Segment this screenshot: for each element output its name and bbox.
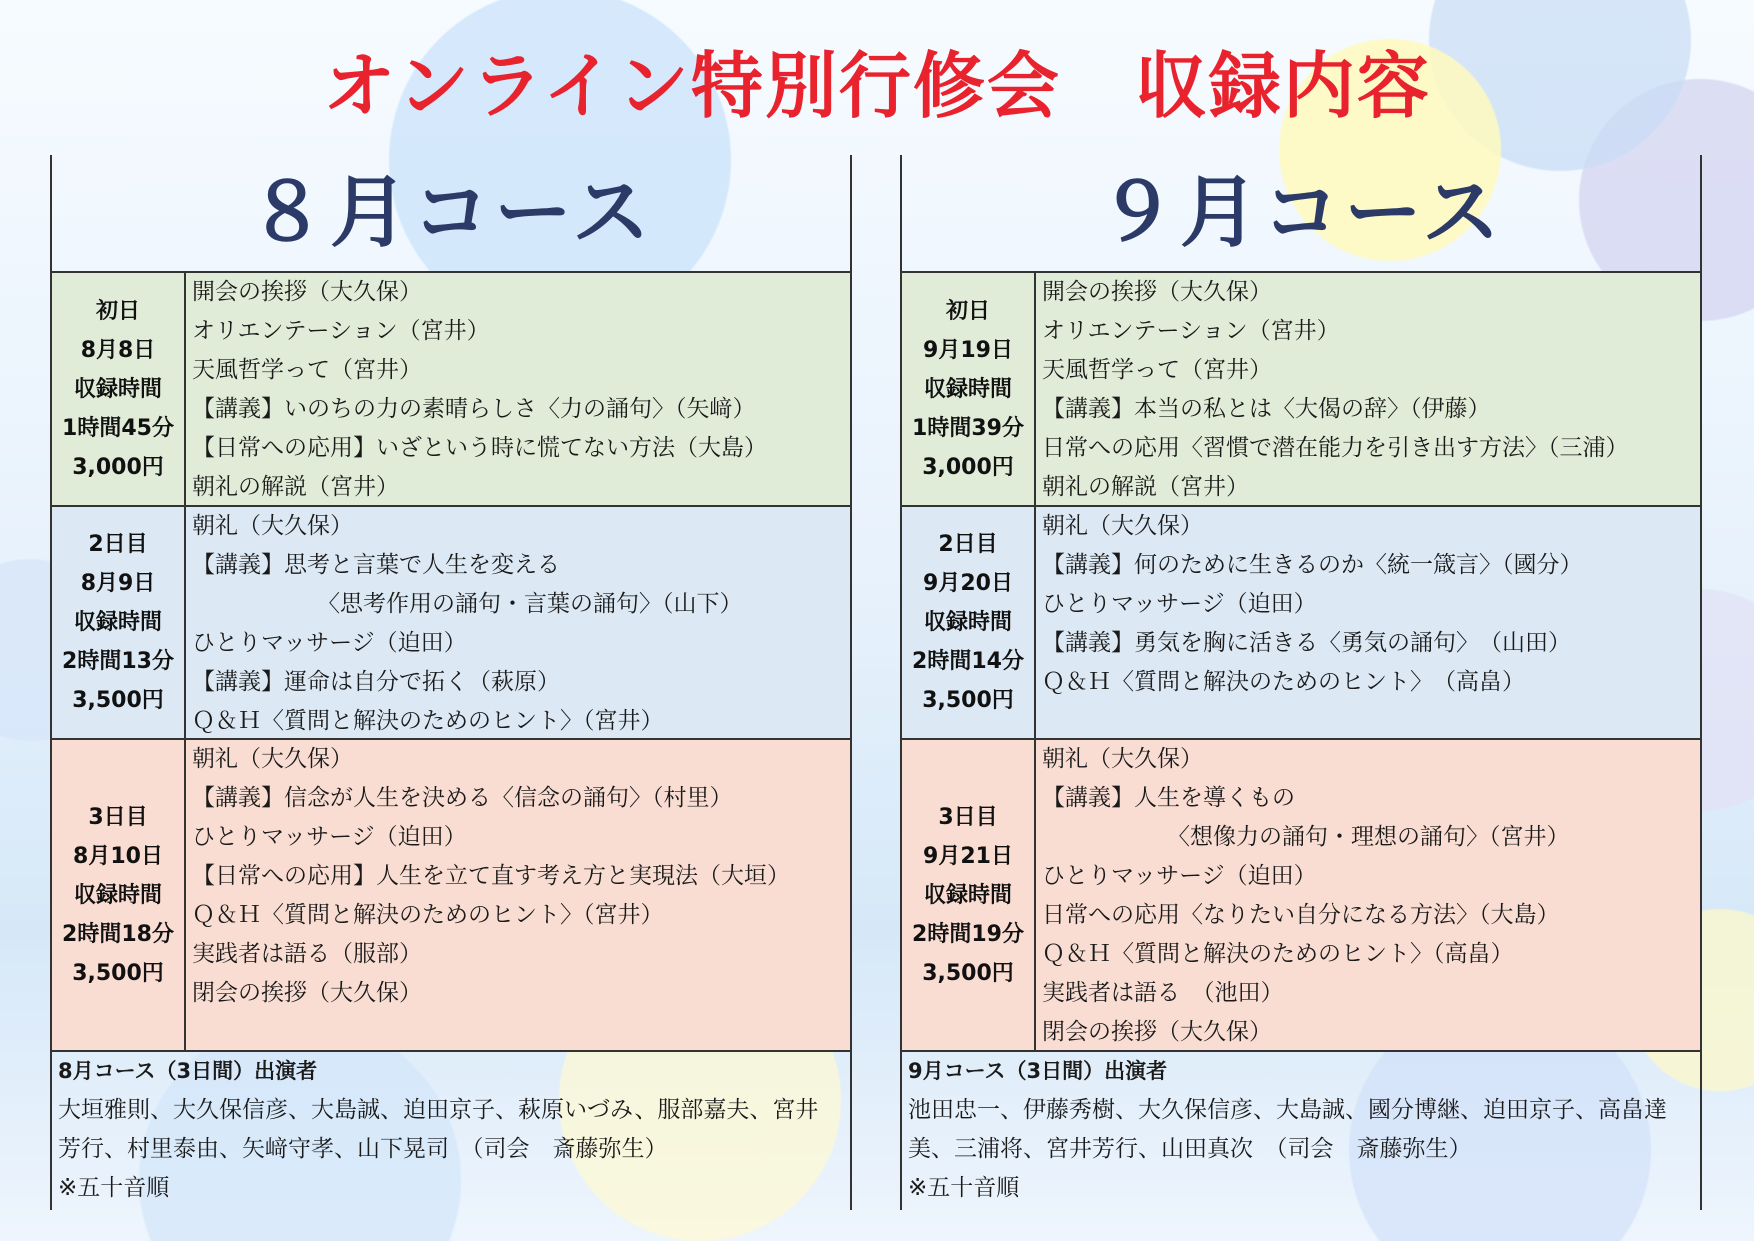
day-date: 9月19日 bbox=[923, 337, 1013, 363]
day-row bbox=[902, 273, 1700, 507]
program-item: Ｑ＆Ｈ〈質問と解決のためのヒント〉（高畠） bbox=[1042, 941, 1514, 967]
program-item: 朝礼の解説（宮井） bbox=[192, 474, 399, 500]
time-label: 収録時間 bbox=[73, 882, 162, 908]
performers-line: 芳行、村里泰由、矢﨑守孝、山下晃司 （司会 斎藤弥生） bbox=[58, 1136, 668, 1162]
duration: 1時間39分 bbox=[912, 415, 1024, 441]
program-list bbox=[1036, 273, 1700, 505]
day-date: 9月21日 bbox=[923, 843, 1013, 869]
time-label: 収録時間 bbox=[73, 376, 162, 402]
program-list bbox=[1036, 740, 1700, 1050]
program-list bbox=[186, 273, 850, 505]
program-item: 実践者は語る （池田） bbox=[1042, 980, 1284, 1006]
price: 3,500円 bbox=[72, 960, 164, 986]
day-label: 3日目 bbox=[88, 804, 148, 830]
program-item: オリエンテーション（宮井） bbox=[1042, 318, 1340, 344]
price: 3,500円 bbox=[922, 688, 1014, 713]
program-item: ひとりマッサージ（迫田） bbox=[192, 630, 467, 656]
time-label: 収録時間 bbox=[923, 882, 1012, 908]
performers-section bbox=[902, 1052, 1700, 1208]
day-info bbox=[52, 273, 186, 505]
price: 3,500円 bbox=[922, 960, 1014, 986]
program-item: 開会の挨拶（大久保） bbox=[192, 279, 422, 305]
day-info bbox=[52, 740, 186, 1050]
time-label: 収録時間 bbox=[73, 610, 162, 635]
day-info bbox=[52, 507, 186, 738]
program-item: 朝礼（大久保） bbox=[1042, 746, 1203, 772]
course-september bbox=[900, 155, 1702, 1210]
program-item: 閉会の挨拶（大久保） bbox=[192, 980, 422, 1006]
program-item: 【講義】何のために生きるのか〈統一箴言〉（國分） bbox=[1042, 552, 1583, 578]
time-label: 収録時間 bbox=[923, 610, 1012, 635]
course-heading: ９月コース bbox=[902, 155, 1700, 273]
program-list bbox=[1036, 507, 1700, 738]
program-item: 日常への応用〈習慣で潜在能力を引き出す方法〉（三浦） bbox=[1042, 435, 1629, 461]
program-item: 【講義】思考と言葉で人生を変える bbox=[192, 552, 560, 578]
day-date: 8月9日 bbox=[80, 571, 156, 596]
day-date: 8月8日 bbox=[80, 337, 156, 363]
day-label: 2日目 bbox=[88, 532, 148, 557]
program-item: 【講義】いのちの力の素晴らしさ〈力の誦句〉（矢﨑） bbox=[192, 396, 756, 422]
day-date: 8月10日 bbox=[73, 843, 163, 869]
program-item: 朝礼（大久保） bbox=[192, 746, 353, 772]
day-label: 初日 bbox=[95, 298, 140, 324]
duration: 2時間19分 bbox=[912, 921, 1024, 947]
performers-line: 美、三浦将、宮井芳行、山田真次 （司会 斎藤弥生） bbox=[908, 1136, 1472, 1162]
duration: 1時間45分 bbox=[62, 415, 174, 441]
program-item: 【講義】本当の私とは〈大偈の辞〉（伊藤） bbox=[1042, 396, 1491, 422]
program-item: 朝礼（大久保） bbox=[192, 513, 353, 539]
program-item: 【日常への応用】人生を立て直す考え方と実現法（大垣） bbox=[192, 863, 790, 889]
program-item: 【日常への応用】いざという時に慌てない方法（大島） bbox=[192, 435, 767, 461]
price: 3,000円 bbox=[72, 454, 164, 480]
day-row bbox=[52, 507, 850, 740]
day-label: 3日目 bbox=[938, 804, 998, 830]
day-info bbox=[902, 273, 1036, 505]
duration: 2時間18分 bbox=[62, 921, 174, 947]
performers-note: ※五十音順 bbox=[908, 1175, 1020, 1201]
day-row bbox=[52, 740, 850, 1052]
program-item: 【講義】運命は自分で拓く（萩原） bbox=[192, 669, 560, 695]
program-list bbox=[186, 507, 850, 738]
program-item: 〈思考作用の誦句・言葉の誦句〉（山下） bbox=[317, 591, 743, 617]
day-info bbox=[902, 507, 1036, 738]
program-item: 【講義】人生を導くもの bbox=[1042, 785, 1295, 811]
price: 3,500円 bbox=[72, 688, 164, 713]
performers-heading: 9月コース（3日間）出演者 bbox=[908, 1059, 1168, 1083]
program-item: 日常への応用〈なりたい自分になる方法〉（大島） bbox=[1042, 902, 1560, 928]
program-item: ひとりマッサージ（迫田） bbox=[1042, 591, 1317, 617]
program-item: オリエンテーション（宮井） bbox=[192, 318, 490, 344]
course-heading: ８月コース bbox=[52, 155, 850, 273]
page-title: オンライン特別行修会 収録内容 bbox=[323, 44, 1431, 128]
performers-heading: 8月コース（3日間）出演者 bbox=[58, 1059, 318, 1083]
program-item: 朝礼（大久保） bbox=[1042, 513, 1203, 539]
performers-line: 池田忠一、伊藤秀樹、大久保信彦、大島誠、國分博継、迫田京子、高畠達 bbox=[908, 1097, 1667, 1123]
performers-line: 大垣雅則、大久保信彦、大島誠、迫田京子、萩原いづみ、服部嘉夫、宮井 bbox=[58, 1097, 819, 1123]
time-label: 収録時間 bbox=[923, 376, 1012, 402]
program-item: 朝礼の解説（宮井） bbox=[1042, 474, 1249, 500]
day-row bbox=[52, 273, 850, 507]
program-item: ひとりマッサージ（迫田） bbox=[192, 824, 467, 850]
program-item: 天風哲学って（宮井） bbox=[192, 357, 422, 383]
program-item: 実践者は語る（服部） bbox=[192, 941, 422, 967]
performers-section bbox=[52, 1052, 850, 1208]
program-item: Ｑ＆Ｈ〈質問と解決のためのヒント〉（宮井） bbox=[192, 902, 664, 928]
program-item: Ｑ＆Ｈ〈質問と解決のためのヒント〉（宮井） bbox=[192, 708, 664, 734]
program-item: 閉会の挨拶（大久保） bbox=[1042, 1019, 1272, 1045]
day-label: 初日 bbox=[945, 298, 990, 324]
program-item: 開会の挨拶（大久保） bbox=[1042, 279, 1272, 305]
course-august bbox=[50, 155, 852, 1210]
program-list bbox=[186, 740, 850, 1050]
program-item: 【講義】信念が人生を決める〈信念の誦句〉（村里） bbox=[192, 785, 733, 811]
program-item: 天風哲学って（宮井） bbox=[1042, 357, 1272, 383]
day-info bbox=[902, 740, 1036, 1050]
day-label: 2日目 bbox=[938, 532, 998, 557]
performers-note: ※五十音順 bbox=[58, 1175, 170, 1201]
price: 3,000円 bbox=[922, 454, 1014, 480]
day-date: 9月20日 bbox=[923, 571, 1013, 596]
program-item: 【講義】勇気を胸に活きる〈勇気の誦句〉 （山田） bbox=[1042, 630, 1571, 656]
program-item: Ｑ＆Ｈ〈質問と解決のためのヒント〉 （高畠） bbox=[1042, 669, 1525, 695]
duration: 2時間13分 bbox=[62, 649, 174, 674]
duration: 2時間14分 bbox=[912, 649, 1024, 674]
day-row bbox=[902, 507, 1700, 740]
program-item: ひとりマッサージ（迫田） bbox=[1042, 863, 1317, 889]
program-item: 〈想像力の誦句・理想の誦句〉（宮井） bbox=[1167, 824, 1570, 850]
day-row bbox=[902, 740, 1700, 1052]
